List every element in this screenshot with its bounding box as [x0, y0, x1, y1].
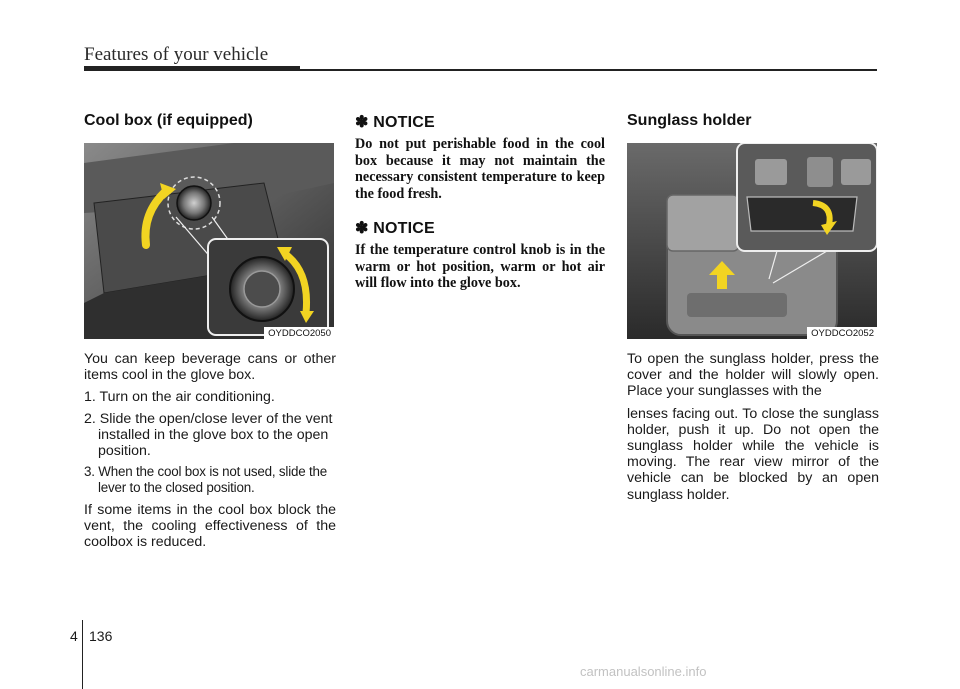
sunglass-holder-paragraph: lenses facing out. To close the sunglass holder, push it up. Do not open the sunglass holder while the vehicle is moving. The rear view mirror of the vehicle can be blocked by an open sunglass holder.	[627, 405, 879, 503]
footer-page-number: 136	[89, 628, 113, 644]
cool-box-heading: Cool box (if equipped)	[84, 112, 253, 129]
header-rule-thin	[300, 69, 877, 71]
cool-box-step: 3. When the cool box is not used, slide the lever to the closed position.	[84, 464, 327, 496]
cool-box-figure	[84, 143, 334, 339]
notice-body: If the temperature control knob is in the warm or hot position, warm or hot air will flow into the glove box.	[355, 242, 605, 291]
notice-heading: ✽ NOTICE	[355, 114, 435, 131]
cool-box-intro: You can keep beverage cans or other items cool in the glove box.	[84, 351, 336, 384]
cool-box-step: 2. Slide the open/close lever of the vent installed in the glove box to the open position.	[84, 410, 333, 460]
figure-code-label: OYDDCO2050	[264, 327, 334, 339]
notice-heading: ✽ NOTICE	[355, 220, 435, 237]
figure-code-label: OYDDCO2052	[807, 327, 877, 339]
sunglass-holder-figure	[627, 143, 877, 339]
watermark: carmanualsonline.info	[580, 664, 707, 679]
notice-body: Do not put perishable food in the cool box because it may not maintain the necessary consistent temperature to keep the food fresh.	[355, 136, 605, 202]
cool-box-note: If some items in the cool box block the vent, the cooling effectiveness of the coolbox is reduced.	[84, 501, 336, 551]
header-rule-thick	[84, 66, 300, 71]
footer-rule	[82, 620, 83, 689]
glove-box-illustration	[84, 143, 334, 339]
sunglass-holder-illustration	[627, 143, 877, 339]
cool-box-step: 1. Turn on the air conditioning.	[84, 389, 275, 406]
sunglass-holder-heading: Sunglass holder	[627, 112, 752, 129]
page-header-title: Features of your vehicle	[84, 44, 269, 65]
sunglass-holder-paragraph: To open the sunglass holder, press the cover and the holder will slowly open. Place your sunglasses with the	[627, 351, 879, 400]
cool-box-section	[84, 108, 336, 556]
sunglass-holder-section	[627, 108, 879, 509]
notices-section	[355, 108, 605, 308]
footer-chapter-number: 4	[70, 628, 78, 644]
